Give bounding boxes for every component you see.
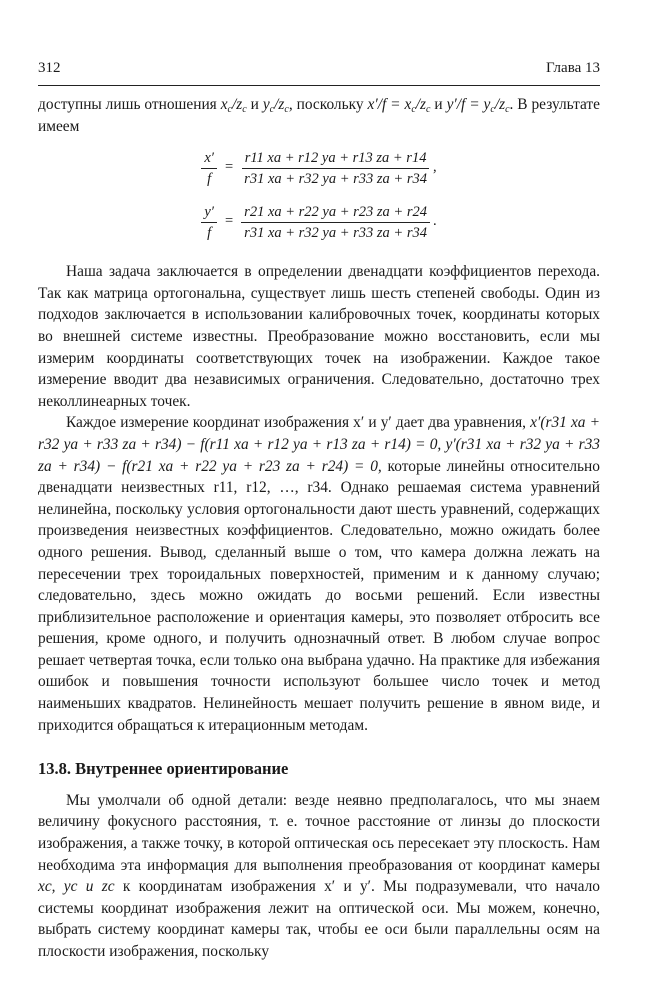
- paragraph-measurement: Каждое измерение координат изображения x′ и y′ дает два уравнения, x′(r31 xa + r32 ya + r33 za + r34) − f(r11 xa + r12 ya + r13 za + r14) = 0, y′(r31 xa + r32 ya + r33 za + r34) − f(r21 xa + r22 ya + r23 za + r24) = 0, которые линейны относительно двенадцати неизвестных r11, r12, …, r34. Однако решаемая система уравнений нелинейна, поскольку условия ортогональности дают шесть уравнений, содержащих произведения неизвестных коэффициентов. Следовательно, можно ожидать более одного решения. Вывод, сделанный выше о том, что камера должна лежать на пересечении трех тороидальных поверхностей, применим и к данному случаю; следовательно, здесь можно ожидать до восьми решений. Если известны приблизительное расположение и ориентация камеры, это позволяет отбросить все решения, кроме одного, и получить однозначный ответ. В любом случае вопрос решает четвертая точка, если только она выбрана удачно. На практике для избежания ошибок и повышения точности используют большее число точек и метод наименьших квадратов. Нелинейность мешает получить решение в явном виде, и приходится обращаться к итерационным методам.: [38, 414, 601, 734]
- equation-x: $\frac{x'}{f}$ = $\frac{r11 xa + r12 ya + r13 za + r14}{r31 xa + r32 ya + r33 za + r34}$ ,: [38, 141, 600, 195]
- chapter-label: Глава 13: [546, 60, 600, 76]
- running-header: [38, 60, 600, 80]
- page-number: 312: [38, 60, 61, 76]
- projection-equations: [38, 141, 600, 249]
- paragraph-calibration: Наша задача заключается в определении двенадцати коэффициентов перехода. Так как матрица ортогональна, существует лишь шесть степеней свободы. Один из подходов заключается в использовании калибровочных точек, координаты которых во внешней системе известны. Преобразование можно восстановить, если мы измерим координаты соответствующих точек на изображении. Каждое такое измерение вводит два независимых ограничения. Следовательно, достаточно трех неколлинеарных точек.: [38, 263, 600, 410]
- equation-y: $\frac{y'}{f}$ = $\frac{r21 xa + r22 ya + r23 za + r24}{r31 xa + r32 ya + r33 za + r34}$ .: [38, 195, 600, 249]
- section-heading: 13.8. Внутреннее ориентирование: [38, 759, 289, 779]
- header-rule: [38, 85, 600, 86]
- paragraph-interior-orientation: Мы умолчали об одной детали: везде неявно предполагалось, что мы знаем величину фокусного расстояния, т. е. точное расстояние от линзы до плоскости изображения, а также точку, в которой оптическая ось пересекает эту плоскость. Нам необходима эта информация для выполнения преобразования от координат камеры xc, yc и zc к координатам изображения x′ и y′. Мы подразумевали, что начало системы координат изображения лежит на оптической оси. Мы можем, конечно, выбрать систему координат камеры так, чтобы ее оси были параллельны осям на плоскости изображения, поскольку: [38, 791, 600, 960]
- page-body: [38, 94, 600, 963]
- intro-paragraph: доступны лишь отношения $x_c/z_c$ и $y_c/z_c$, поскольку $x'/f = x_c/z_c$ и $y'/f = y_c/z_c$. В результате имеем: [38, 96, 600, 135]
